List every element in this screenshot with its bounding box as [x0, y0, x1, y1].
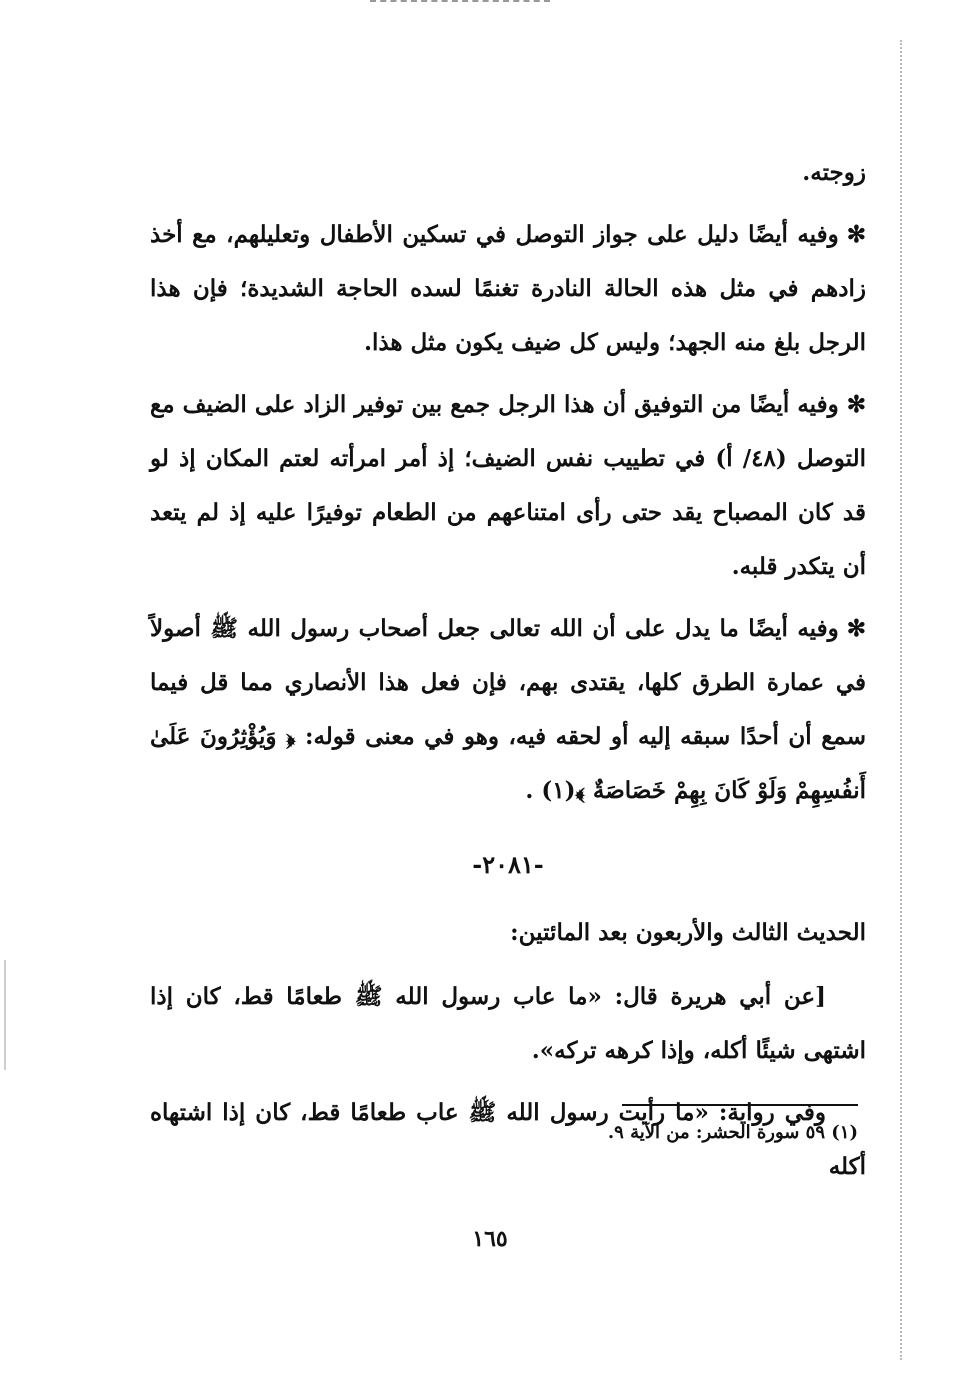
paragraph-text: وفيه أيضًا ما يدل على أن الله تعالى جعل أصحاب رسول الله ﷺ أصولاً في عمارة الطرق كلها، يقتدى بهم، فإن فعل هذا الأنصاري مما قل فيما سمع أن أحدًا سبقه إليه أو لحقه فيه، وهو في معنى قوله: ﴿ وَيُؤْثِرُونَ عَلَىٰ أَنفُسِهِمْ وَلَوْ كَانَ بِهِمْ خَصَاصَةٌ ﴾(١) .	[150, 615, 866, 804]
scan-left-edge-mark	[4, 960, 6, 1070]
footnote: (١) ٥٩ سورة الحشر: من الآية ٩.	[607, 1122, 858, 1143]
scan-top-marks	[370, 0, 550, 8]
main-text	[150, 146, 866, 1202]
paragraph-continuation: زوجته.	[802, 159, 866, 186]
hadith-number: -٢٠٨١-	[472, 850, 544, 879]
paragraph-benefit-1	[150, 208, 866, 370]
paragraph-benefit-2	[150, 378, 866, 594]
scan-right-margin-rule	[900, 40, 902, 1360]
section-heading: الحديث الثالث والأربعون بعد المائتين:	[510, 919, 866, 946]
paragraph-benefit-3	[150, 602, 866, 818]
page-number: ١٦٥	[472, 1226, 508, 1252]
hadith-text: [عن أبي هريرة قال: «ما عاب رسول الله ﷺ طعامًا قط، كان إذا اشتهى شيئًا أكله، وإذا كرهه تركه».	[150, 983, 866, 1064]
paragraph-text: وفيه أيضًا دليل على جواز التوصل في تسكين الأطفال وتعليلهم، مع أخذ زادهم في مثل هذه الحالة النادرة تغنمًا لسده الحاجة الشديدة؛ فإن هذا الرجل بلغ منه الجهد؛ وليس كل ضيف يكون مثل هذا.	[150, 221, 866, 356]
star-bullet-icon: ✻	[846, 391, 866, 418]
star-bullet-icon: ✻	[846, 615, 866, 642]
star-bullet-icon: ✻	[846, 221, 866, 248]
footnote-separator	[622, 1104, 858, 1106]
hadith-narration: وفي رواية: «ما رأيت رسول الله ﷺ عاب طعامًا قط، كان إذا اشتهاه أكله	[150, 1099, 866, 1180]
paragraph-text: وفيه أيضًا من التوفيق أن هذا الرجل جمع بين توفير الزاد على الضيف مع التوصل (٤٨/ أ) في تطييب نفس الضيف؛ إذ أمر امرأته لعتم المكان إذ لو قد كان المصباح يقد حتى رأى امتناعهم من الطعام توفيرًا عليه إذ لم يتعد أن يتكدر قلبه.	[150, 391, 866, 580]
